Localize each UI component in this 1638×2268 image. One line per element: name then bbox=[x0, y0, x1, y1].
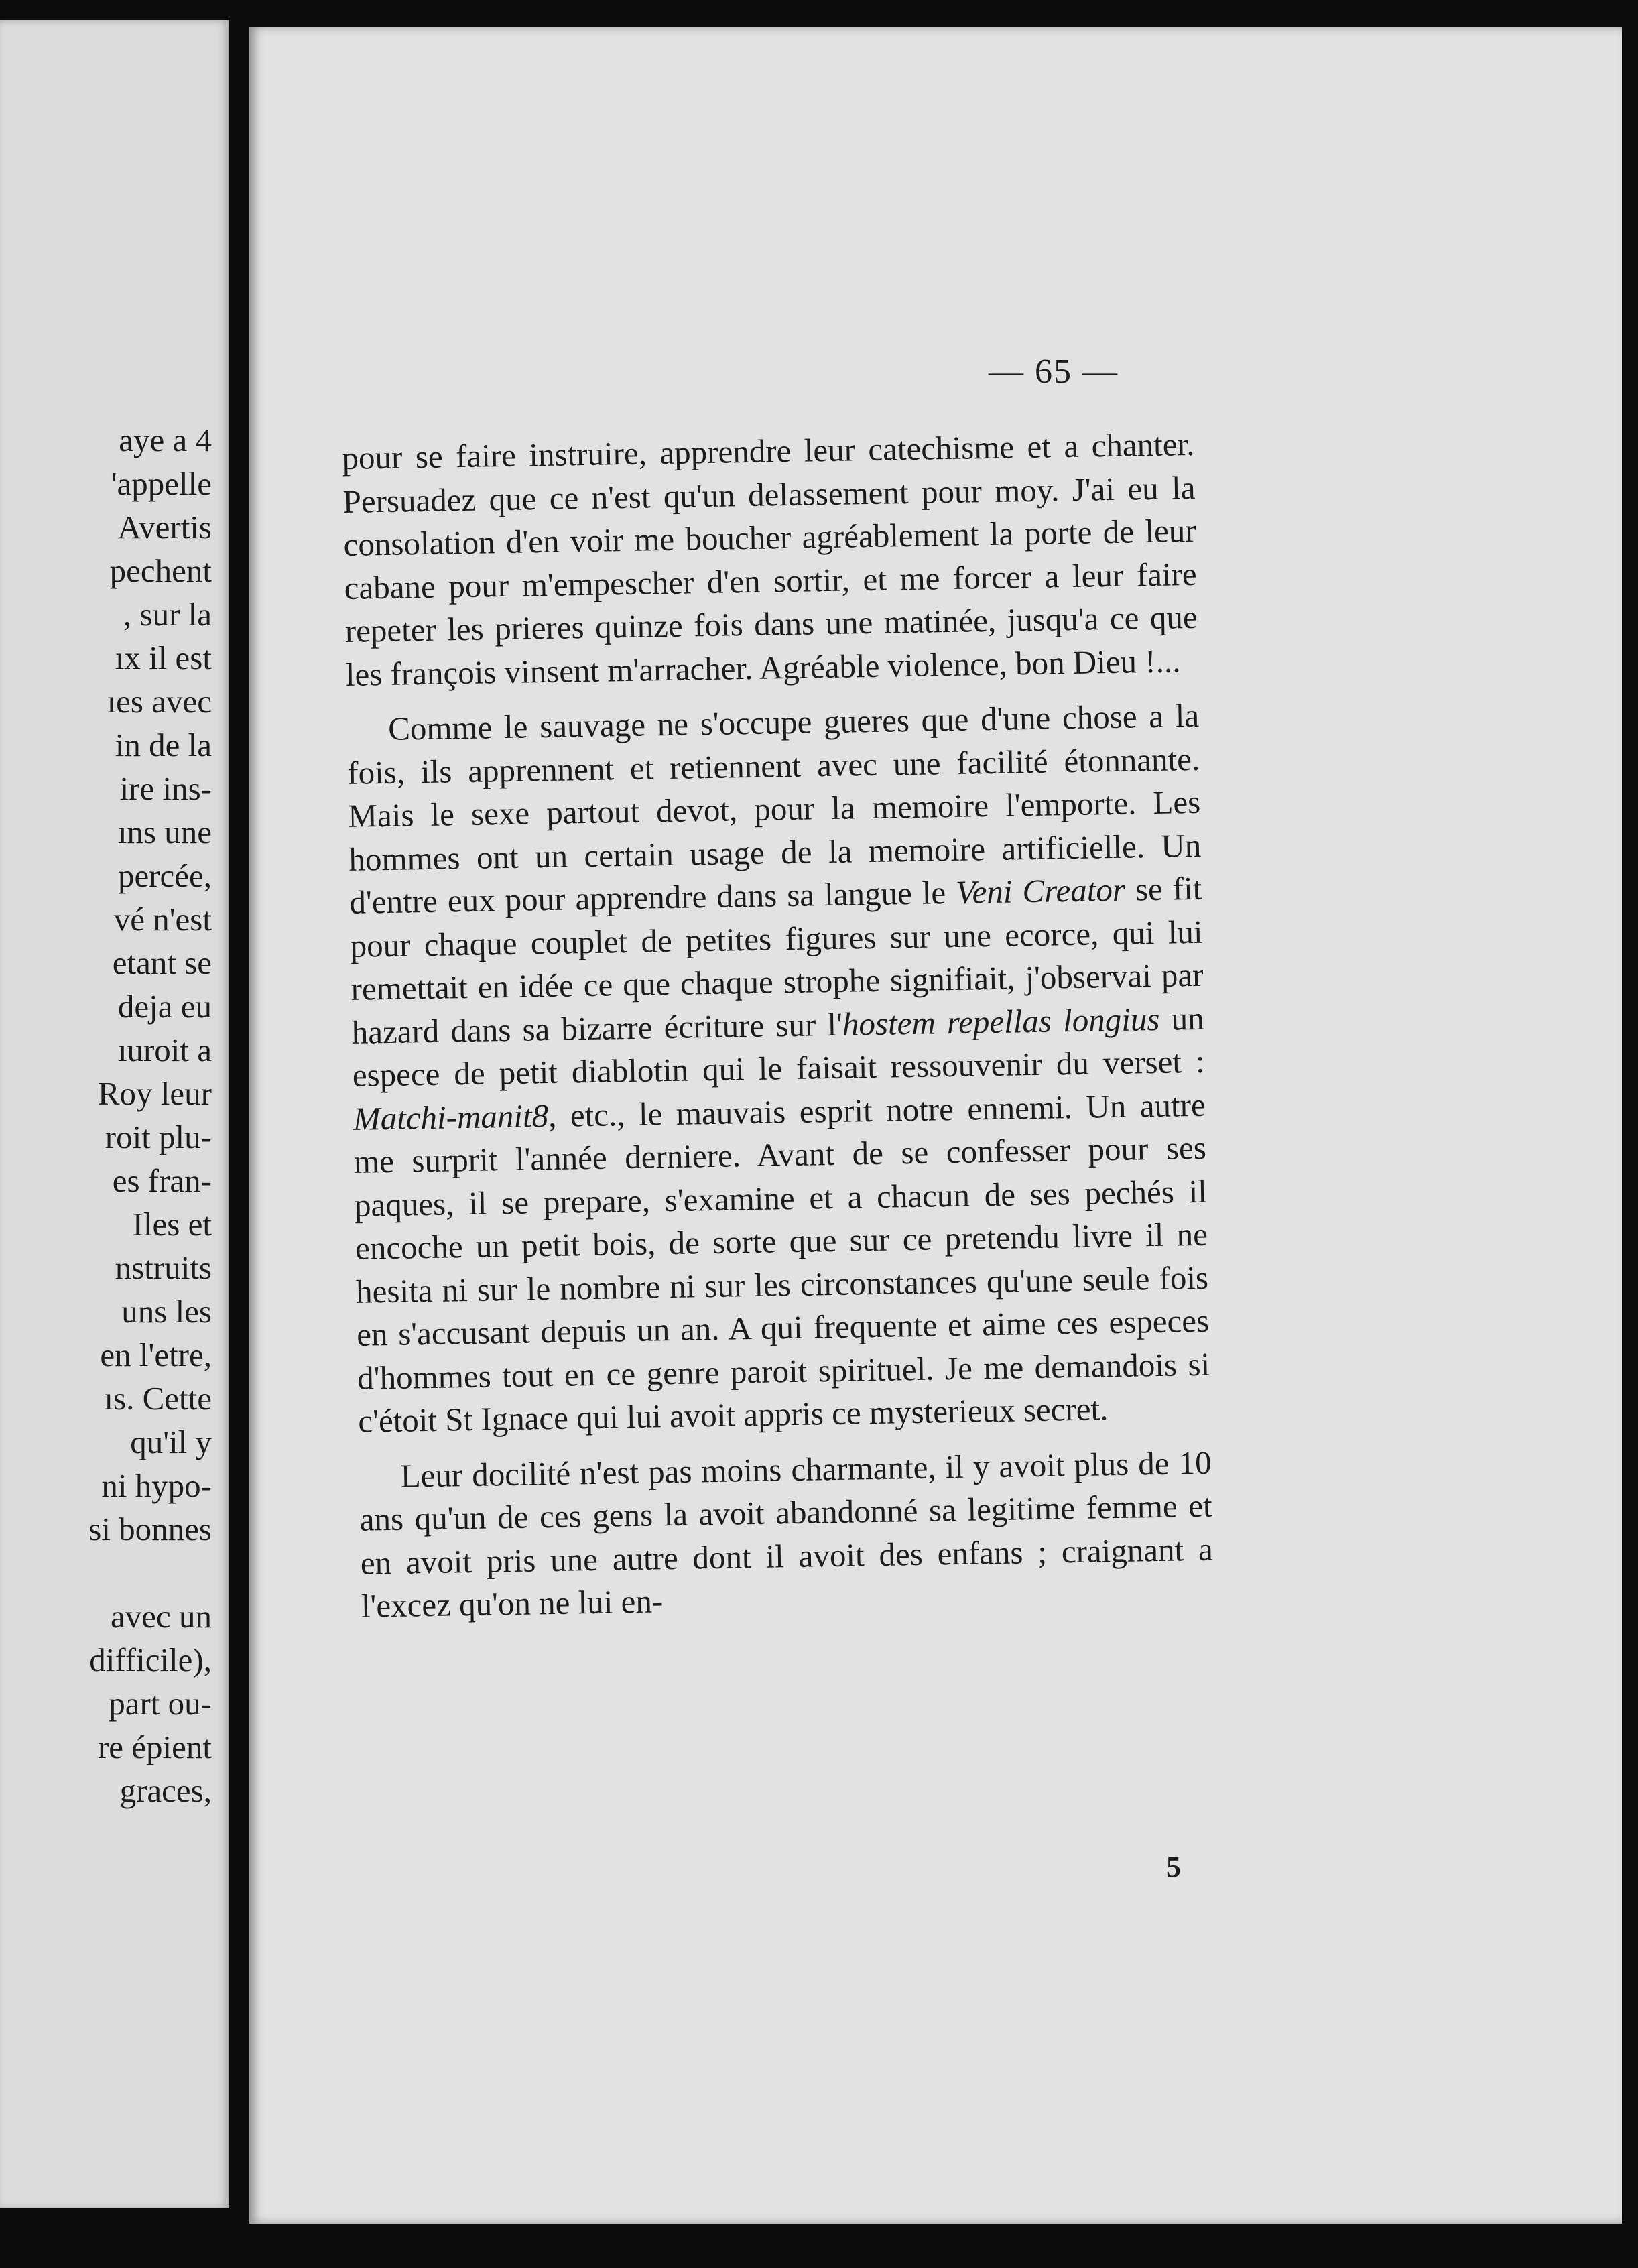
left-page-line: qu'il y bbox=[130, 1424, 212, 1460]
page-body bbox=[342, 423, 1214, 1628]
left-page-line: ire ins- bbox=[119, 770, 212, 807]
page-number: — 65 — bbox=[989, 353, 1119, 391]
paragraph bbox=[346, 694, 1211, 1443]
left-page-line: nstruits bbox=[115, 1249, 212, 1286]
text-run: , etc., le mauvais esprit notre ennemi. Un autre me surprit l'année derniere. Avant de se confesser pour ses paques, il se prepare, s'examine et a chacun de ses pechés il encoche un petit bois, de sorte que sur ce pretendu livre il ne hesita ni sur le nombre ni sur les circonstances qu'une seule fois en s'accusant depuis un an. A qui frequente et aime ces especes d'hommes tout en ce genre paroit spirituel. Je me demandois si c'étoit St Ignace qui lui avoit appris ce mysterieux secret. bbox=[353, 1086, 1210, 1440]
paragraph bbox=[359, 1441, 1214, 1628]
left-page-line: percée, bbox=[117, 857, 212, 894]
italic-phrase: hostem repellas longius bbox=[842, 1000, 1160, 1043]
left-page-line: part ou- bbox=[109, 1685, 212, 1722]
left-page-line: es fran- bbox=[112, 1162, 212, 1199]
left-page-line: avec un bbox=[111, 1598, 212, 1635]
signature-mark: 5 bbox=[1166, 1850, 1181, 1883]
left-page-line: aye a 4 bbox=[119, 422, 212, 458]
left-page-line: uns les bbox=[121, 1293, 212, 1330]
text-run: pour se faire instruire, apprendre leur catechisme et a chanter. Persuadez que ce n'est qu'un delassement pour moy. J'ai eu la consolation d'en voir me boucher agréablement la porte de leur cabane pour m'empescher d'en sortir, et me forcer a leur faire repeter les prieres quinze fois dans une matinée, jusqu'a ce que les françois vinsent m'arracher. Agréable violence, bon Dieu !... bbox=[342, 425, 1198, 693]
paragraph bbox=[342, 423, 1198, 696]
left-page-line: ıx il est bbox=[115, 639, 212, 676]
left-page-line: ıes avec bbox=[107, 683, 212, 720]
text-run: Leur docilité n'est pas moins charmante, il y avoit plus de 10 ans qu'un de ces gens la avoit abandonné sa legitime femme et en avoit pris une autre dont il avoit des enfans ; craignant a l'excez qu'on ne lui en- bbox=[359, 1444, 1214, 1625]
left-page-line: vé n'est bbox=[113, 901, 212, 938]
left-page-line: ıs. Cette bbox=[104, 1380, 212, 1417]
left-page-line: etant se bbox=[112, 944, 212, 981]
left-page-line: si bonnes bbox=[88, 1511, 212, 1548]
left-page-line: pechent bbox=[109, 552, 212, 589]
text-run: se fit pour chaque couplet de petites figures sur une ecorce, qui lui remettait en idée ce que chaque strophe signifiait, j'observai par hazard dans sa bizarre écriture sur l' bbox=[350, 869, 1204, 1051]
left-page-line: graces, bbox=[119, 1772, 212, 1809]
left-page-line: Roy leur bbox=[97, 1075, 212, 1112]
left-page-line: in de la bbox=[115, 727, 212, 763]
left-page-line: 'appelle bbox=[111, 465, 212, 502]
left-page-line: roit plu- bbox=[105, 1119, 212, 1155]
left-page-line bbox=[0, 1551, 212, 1594]
left-page-line: ni hypo- bbox=[101, 1467, 212, 1504]
italic-phrase: Veni Creator bbox=[955, 871, 1126, 911]
left-page-line: difficile), bbox=[89, 1641, 212, 1678]
left-page-text bbox=[0, 418, 212, 1812]
left-page-line: ıuroit a bbox=[117, 1031, 212, 1068]
left-page-line: ıns une bbox=[117, 814, 212, 850]
left-page-line: , sur la bbox=[123, 596, 212, 633]
left-page-line: Iles et bbox=[132, 1206, 212, 1243]
right-page bbox=[249, 27, 1622, 2224]
italic-phrase: Matchi-manit8 bbox=[353, 1096, 549, 1137]
text-run: un espece de petit diablotin qui le faisait ressouvenir du verset : bbox=[352, 999, 1206, 1094]
text-run: Comme le sauvage ne s'occupe gueres que d'une chose a la fois, ils apprennent et retiennent avec une facilité étonnante. Mais le sexe partout devot, pour la memoire l'emporte. Les hommes ont un certain usage de la memoire artificielle. Un d'entre eux pour apprendre dans sa langue le bbox=[346, 696, 1202, 921]
left-page-line: deja eu bbox=[117, 988, 212, 1025]
left-page bbox=[0, 20, 229, 2208]
left-page-line: en l'etre, bbox=[100, 1336, 212, 1373]
left-page-line: Avertis bbox=[117, 509, 212, 546]
left-page-line: re épient bbox=[97, 1728, 212, 1765]
